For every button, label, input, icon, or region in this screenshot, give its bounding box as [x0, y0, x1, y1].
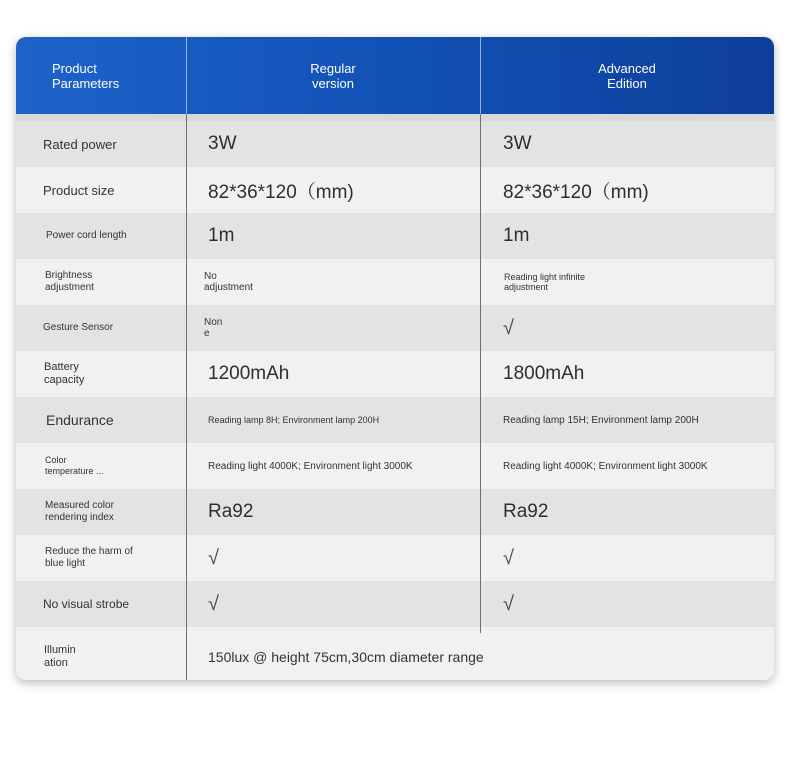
- table-row: [16, 443, 774, 489]
- column-divider: [186, 114, 187, 680]
- column-divider: [480, 114, 481, 633]
- table-row: [16, 489, 774, 535]
- row-label-product-size: Product size: [43, 182, 115, 198]
- row-label-gesture-sensor: Gesture Sensor: [43, 322, 114, 333]
- table-row: [16, 305, 774, 351]
- regular-check-mark: √: [208, 546, 219, 569]
- header-shadow-band: [16, 114, 774, 121]
- regular-value: 1m: [208, 225, 235, 246]
- header-divider: [186, 37, 187, 114]
- regular-value: No adjustment: [204, 271, 253, 293]
- regular-value: 1200mAh: [208, 363, 290, 384]
- table-row: [16, 121, 774, 167]
- row-label-battery-capacity: Battery capacity: [44, 361, 85, 386]
- header-regular-version: Regular version: [310, 60, 356, 91]
- table-row: [16, 397, 774, 443]
- advanced-value: 1800mAh: [503, 363, 585, 384]
- regular-value: Reading lamp 8H; Environment lamp 200H: [208, 415, 380, 425]
- row-label-brightness-adjustment: Brightness adjustment: [45, 270, 94, 293]
- advanced-value: Reading light 4000K; Environment light 3000K: [503, 460, 708, 472]
- row-label-no-visual-strobe: No visual strobe: [43, 597, 130, 611]
- regular-check-mark: √: [208, 592, 219, 615]
- advanced-value: 3W: [503, 133, 532, 154]
- row-label-color-rendering-index: Measured color rendering index: [45, 500, 114, 523]
- illumination-value: 150lux @ height 75cm,30cm diameter range: [208, 648, 484, 665]
- advanced-check-mark: √: [503, 592, 514, 615]
- regular-value: 82*36*120（mm): [208, 181, 354, 203]
- regular-value: 3W: [208, 133, 237, 154]
- advanced-value: Reading light infinite adjustment: [504, 272, 586, 292]
- header-product-parameters: Product Parameters: [52, 60, 120, 91]
- regular-value: Ra92: [208, 501, 254, 522]
- advanced-value: 1m: [503, 225, 530, 246]
- row-label-rated-power: Rated power: [43, 136, 117, 152]
- table-row: [16, 259, 774, 305]
- advanced-check-mark: √: [503, 316, 514, 339]
- table-row: [16, 167, 774, 213]
- table-row: [16, 581, 774, 627]
- row-spacer: [16, 627, 774, 633]
- regular-value: Non e: [204, 317, 223, 339]
- advanced-value: 82*36*120（mm): [503, 181, 649, 203]
- row-label-power-cord-length: Power cord length: [46, 230, 127, 241]
- table-row: [16, 633, 774, 680]
- advanced-value: Ra92: [503, 501, 549, 522]
- row-label-illumination: Illumin ation: [44, 643, 76, 669]
- advanced-value: Reading lamp 15H; Environment lamp 200H: [503, 414, 699, 426]
- table-row: [16, 213, 774, 259]
- table-row: [16, 535, 774, 581]
- table-header: [16, 37, 774, 114]
- row-label-color-temperature: Color temperature ...: [45, 455, 104, 476]
- spec-comparison-table: [16, 37, 774, 680]
- table-row: [16, 351, 774, 397]
- row-label-endurance: Endurance: [46, 412, 114, 428]
- header-divider: [480, 37, 481, 114]
- regular-value: Reading light 4000K; Environment light 3000K: [208, 460, 413, 472]
- header-advanced-edition: Advanced Edition: [598, 60, 656, 91]
- advanced-check-mark: √: [503, 546, 514, 569]
- row-label-blue-light: Reduce the harm of blue light: [45, 546, 133, 569]
